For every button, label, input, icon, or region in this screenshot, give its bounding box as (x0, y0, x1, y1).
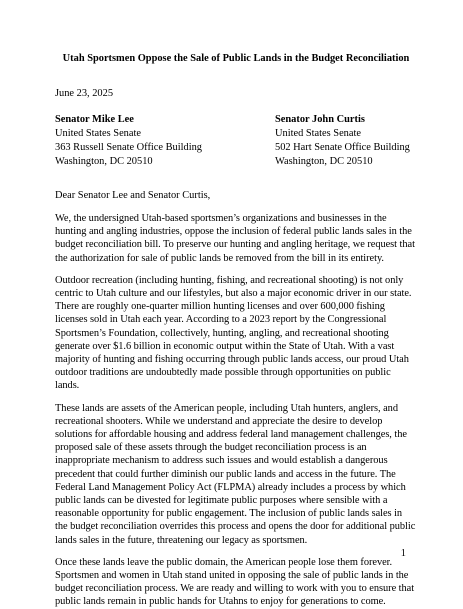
recipient-line: Washington, DC 20510 (275, 156, 373, 167)
letter-title: Utah Sportsmen Oppose the Sale of Public Lands in the Budget Reconciliation (62, 53, 410, 64)
letter-date: June 23, 2025 (55, 88, 114, 99)
salutation: Dear Senator Lee and Senator Curtis, (55, 190, 211, 201)
recipient-addresses (55, 113, 417, 169)
body-paragraph: We, the undersigned Utah-based sportsmen’s organizations and businesses in the hunting and angling industries, oppose the inclusion of federal public lands sales in the budget reconciliation bill. To preserve our hunting and angling heritage, we request that the authorization for sale of public lands be removed from the bill in its entirety. (55, 213, 415, 264)
recipient-line: 363 Russell Senate Office Building (55, 142, 202, 153)
body-paragraph: Outdoor recreation (including hunting, fishing, and recreational shooting) is not only centric to Utah culture and our lifestyles, but also a major economic driver in our state. There are roughly one-quarter million hunting licenses and over 600,000 fishing licenses sold in Utah each year. According to a 2023 report by the Congressional Sportsmen’s Foundation, collectively, hunting, angling, and recreational shooting generate over $1.6 billion in economic output within the State of Utah. With a vast majority of hunting and fishing occurring through public lands access, our proud Utah outdoor traditions are undoubtedly made possible through opportunities on public lands. (55, 274, 412, 392)
body-paragraph: These lands are assets of the American people, including Utah hunters, anglers, and recreational shooters. While we understand and appreciate the desire to develop solutions for affordable housing and address federal land management challenges, the proposed sale of these assets through the budget reconciliation process is an inappropriate mechanism to address such issues and would establish a dangerous precedent that could further diminish our public lands and access in the future. The Federal Land Management Policy Act (FLPMA) already includes a process by which public lands can be divested for legitimate public purposes where sensible with a reasonable opportunity for public engagement. The inclusion of public lands sales in the budget reconciliation overrides this process and opens the door for additional public lands sales in the future, threatening our legacy as sportsmen. (55, 402, 416, 546)
recipient-address-curtis (275, 113, 417, 169)
recipient-line: 502 Hart Senate Office Building (275, 142, 410, 153)
recipient-line: United States Senate (275, 128, 361, 139)
page-number: 1 (400, 548, 406, 559)
recipient-line: United States Senate (55, 128, 141, 139)
recipient-address-lee (55, 113, 275, 169)
recipient-name: Senator John Curtis (275, 114, 365, 125)
body-paragraph: Once these lands leave the public domain, the American people lose them forever. Sportsmen and women in Utah stand united in opposing the sale of public lands in the budget reconciliation process. We are ready and willing to work with you to ensure that public lands remain in public hands for Utahns to enjoy for generations to come. (55, 556, 415, 608)
recipient-line: Washington, DC 20510 (55, 156, 153, 167)
recipient-name: Senator Mike Lee (55, 114, 134, 125)
